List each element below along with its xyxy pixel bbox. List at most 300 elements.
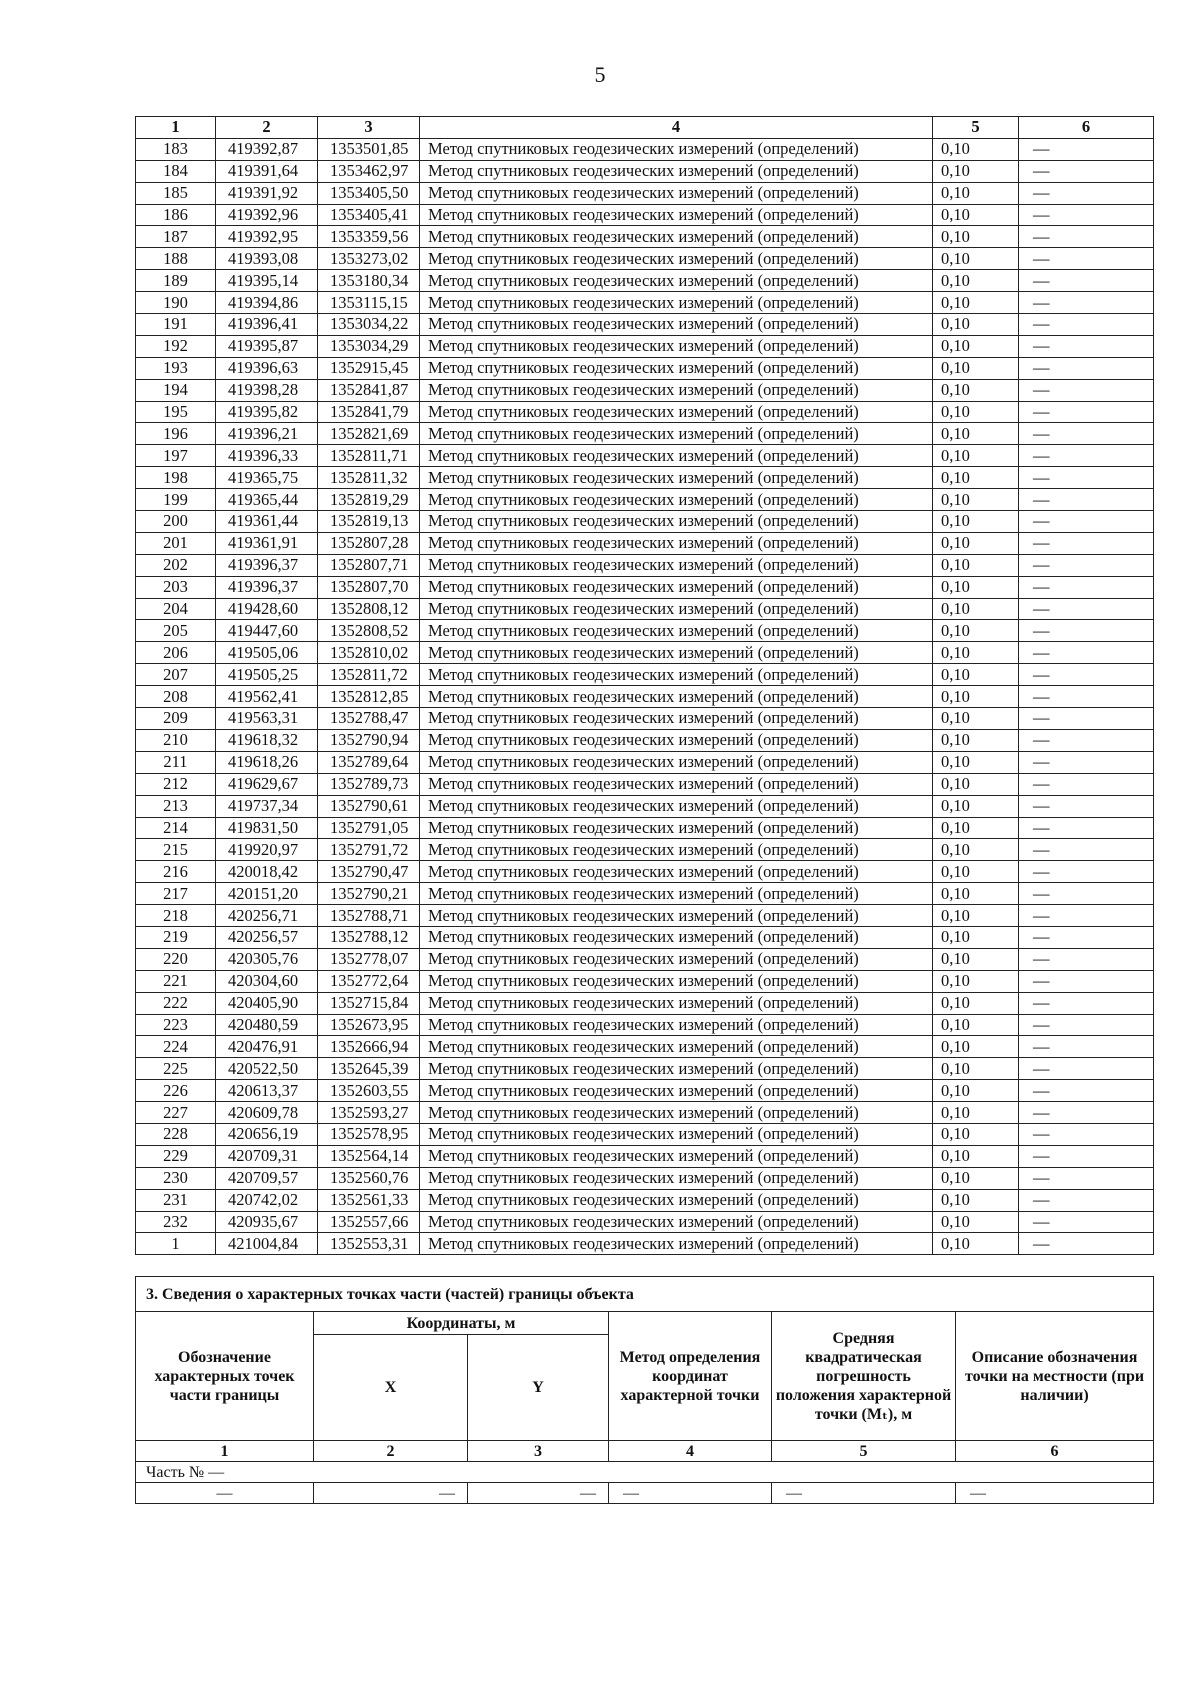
method-cell: Метод спутниковых геодезических измерений (определений) [420, 1145, 933, 1167]
point-number-cell: 187 [136, 226, 216, 248]
description-cell: — [1019, 248, 1154, 270]
accuracy-cell: 0,10 [933, 1123, 1019, 1145]
description-cell: — [1019, 1233, 1154, 1255]
description-cell: — [1019, 839, 1154, 861]
table-row [136, 423, 1154, 445]
part-label: Часть № — [136, 1462, 1154, 1483]
y-coordinate-cell: 1352561,33 [318, 1189, 420, 1211]
accuracy-cell: 0,10 [933, 335, 1019, 357]
table-row [136, 1102, 1154, 1124]
table-row [136, 1058, 1154, 1080]
description-cell: — [1019, 489, 1154, 511]
accuracy-cell: 0,10 [933, 664, 1019, 686]
y-coordinate-cell: 1352603,55 [318, 1080, 420, 1102]
point-number-cell: 201 [136, 532, 216, 554]
point-number-cell: 202 [136, 554, 216, 576]
table-row [136, 1014, 1154, 1036]
column-header: 2 [216, 117, 318, 139]
description-cell: — [1019, 511, 1154, 533]
y-coordinate-cell: 1352789,64 [318, 751, 420, 773]
y-coordinate-cell: 1352819,13 [318, 511, 420, 533]
y-coordinate-cell: 1352790,61 [318, 795, 420, 817]
table-row [136, 1483, 1154, 1504]
accuracy-cell: 0,10 [933, 182, 1019, 204]
y-header: Y [468, 1335, 609, 1441]
x-coordinate-cell: 420305,76 [216, 948, 318, 970]
x-header: X [314, 1335, 468, 1441]
point-number-cell: 210 [136, 729, 216, 751]
table-row [136, 489, 1154, 511]
accuracy-cell: 0,10 [933, 532, 1019, 554]
method-cell: Метод спутниковых геодезических измерений (определений) [420, 248, 933, 270]
accuracy-cell: 0,10 [933, 270, 1019, 292]
x-coordinate-cell: 419395,14 [216, 270, 318, 292]
x-coordinate-cell: 419396,37 [216, 554, 318, 576]
y-coordinate-cell: 1353462,97 [318, 160, 420, 182]
point-number-cell: 183 [136, 138, 216, 160]
x-coordinate-cell: 419395,82 [216, 401, 318, 423]
x-coordinate-cell: 420709,31 [216, 1145, 318, 1167]
y-coordinate-cell: 1353034,22 [318, 314, 420, 336]
table-row [136, 576, 1154, 598]
description-cell: — [1019, 948, 1154, 970]
table-row [136, 970, 1154, 992]
page-number: 5 [594, 62, 606, 87]
y-coordinate-cell: 1352808,52 [318, 620, 420, 642]
accuracy-cell: 0,10 [933, 817, 1019, 839]
y-coordinate-cell: 1352553,31 [318, 1233, 420, 1255]
y-coordinate-cell: 1352791,05 [318, 817, 420, 839]
point-number-cell: 184 [136, 160, 216, 182]
point-number-cell: 222 [136, 992, 216, 1014]
x-coordinate-cell: 420256,71 [216, 905, 318, 927]
table-row [136, 138, 1154, 160]
point-number-cell: 190 [136, 292, 216, 314]
x-coordinate-cell: 419629,67 [216, 773, 318, 795]
table-row [136, 204, 1154, 226]
table-row [136, 248, 1154, 270]
y-coordinate-cell: 1352593,27 [318, 1102, 420, 1124]
x-coordinate-cell: 419391,92 [216, 182, 318, 204]
method-cell: Метод спутниковых геодезических измерений (определений) [420, 401, 933, 423]
column-header: 1 [136, 117, 216, 139]
dash-cell: — [468, 1483, 609, 1504]
y-coordinate-cell: 1352715,84 [318, 992, 420, 1014]
y-coordinate-cell: 1352791,72 [318, 839, 420, 861]
method-cell: Метод спутниковых геодезических измерений (определений) [420, 773, 933, 795]
point-number-cell: 203 [136, 576, 216, 598]
accuracy-cell: 0,10 [933, 379, 1019, 401]
accuracy-cell: 0,10 [933, 1014, 1019, 1036]
point-number-cell: 218 [136, 905, 216, 927]
table-row [136, 467, 1154, 489]
accuracy-cell: 0,10 [933, 686, 1019, 708]
table-row [136, 1211, 1154, 1233]
table-row [136, 708, 1154, 730]
table-row [136, 270, 1154, 292]
accuracy-cell: 0,10 [933, 839, 1019, 861]
method-cell: Метод спутниковых геодезических измерений (определений) [420, 379, 933, 401]
y-coordinate-cell: 1352811,32 [318, 467, 420, 489]
column-number: 3 [468, 1441, 609, 1462]
method-cell: Метод спутниковых геодезических измерений (определений) [420, 839, 933, 861]
table-row [136, 357, 1154, 379]
description-cell: — [1019, 883, 1154, 905]
method-cell: Метод спутниковых геодезических измерений (определений) [420, 182, 933, 204]
x-coordinate-cell: 420709,57 [216, 1167, 318, 1189]
description-cell: — [1019, 270, 1154, 292]
description-cell: — [1019, 160, 1154, 182]
accuracy-cell: 0,10 [933, 292, 1019, 314]
column-number: 4 [609, 1441, 772, 1462]
y-coordinate-cell: 1352578,95 [318, 1123, 420, 1145]
method-cell: Метод спутниковых геодезических измерений (определений) [420, 226, 933, 248]
point-number-cell: 199 [136, 489, 216, 511]
method-cell: Метод спутниковых геодезических измерений (определений) [420, 1123, 933, 1145]
accuracy-cell: 0,10 [933, 773, 1019, 795]
accuracy-cell: 0,10 [933, 554, 1019, 576]
description-cell: — [1019, 1080, 1154, 1102]
point-number-cell: 230 [136, 1167, 216, 1189]
dash-cell: — [609, 1483, 772, 1504]
description-header: Описание обозначения точки на местности (при наличии) [956, 1312, 1154, 1441]
table-row [136, 226, 1154, 248]
description-cell: — [1019, 708, 1154, 730]
x-coordinate-cell: 419365,75 [216, 467, 318, 489]
point-number-cell: 219 [136, 926, 216, 948]
method-cell: Метод спутниковых геодезических измерений (определений) [420, 883, 933, 905]
table-row [136, 664, 1154, 686]
point-number-cell: 232 [136, 1211, 216, 1233]
description-cell: — [1019, 182, 1154, 204]
x-coordinate-cell: 419831,50 [216, 817, 318, 839]
table-row [136, 401, 1154, 423]
point-number-cell: 226 [136, 1080, 216, 1102]
x-coordinate-cell: 419618,32 [216, 729, 318, 751]
table-row [136, 1189, 1154, 1211]
column-header: 3 [318, 117, 420, 139]
point-number-cell: 225 [136, 1058, 216, 1080]
accuracy-cell: 0,10 [933, 795, 1019, 817]
x-coordinate-cell: 420256,57 [216, 926, 318, 948]
description-cell: — [1019, 773, 1154, 795]
accuracy-cell: 0,10 [933, 729, 1019, 751]
description-cell: — [1019, 314, 1154, 336]
column-header: 6 [1019, 117, 1154, 139]
point-number-cell: 214 [136, 817, 216, 839]
point-number-cell: 228 [136, 1123, 216, 1145]
table-row [136, 1233, 1154, 1255]
accuracy-cell: 0,10 [933, 576, 1019, 598]
table-row [136, 445, 1154, 467]
description-cell: — [1019, 1145, 1154, 1167]
x-coordinate-cell: 420609,78 [216, 1102, 318, 1124]
description-cell: — [1019, 1167, 1154, 1189]
description-cell: — [1019, 554, 1154, 576]
coordinates-table [135, 116, 1154, 1255]
table-row [136, 729, 1154, 751]
x-coordinate-cell: 419392,96 [216, 204, 318, 226]
accuracy-cell: 0,10 [933, 598, 1019, 620]
x-coordinate-cell: 419505,06 [216, 642, 318, 664]
accuracy-cell: 0,10 [933, 357, 1019, 379]
description-cell: — [1019, 926, 1154, 948]
table-row [136, 1145, 1154, 1167]
method-cell: Метод спутниковых геодезических измерений (определений) [420, 1058, 933, 1080]
description-cell: — [1019, 861, 1154, 883]
description-cell: — [1019, 204, 1154, 226]
point-number-cell: 229 [136, 1145, 216, 1167]
method-cell: Метод спутниковых геодезических измерений (определений) [420, 992, 933, 1014]
point-number-cell: 198 [136, 467, 216, 489]
point-number-cell: 220 [136, 948, 216, 970]
y-coordinate-cell: 1353405,50 [318, 182, 420, 204]
method-cell: Метод спутниковых геодезических измерений (определений) [420, 270, 933, 292]
method-cell: Метод спутниковых геодезических измерений (определений) [420, 1233, 933, 1255]
table-row [136, 335, 1154, 357]
table-header-row [136, 117, 1154, 139]
y-coordinate-cell: 1353115,15 [318, 292, 420, 314]
y-coordinate-cell: 1352819,29 [318, 489, 420, 511]
description-cell: — [1019, 795, 1154, 817]
y-coordinate-cell: 1352789,73 [318, 773, 420, 795]
point-number-cell: 185 [136, 182, 216, 204]
accuracy-cell: 0,10 [933, 708, 1019, 730]
method-cell: Метод спутниковых геодезических измерений (определений) [420, 467, 933, 489]
table-row [136, 861, 1154, 883]
section3-title: 3. Сведения о характерных точках части (частей) границы объекта [136, 1277, 1154, 1312]
description-cell: — [1019, 379, 1154, 401]
coordinates-header: Координаты, м [314, 1312, 609, 1335]
method-cell: Метод спутниковых геодезических измерений (определений) [420, 926, 933, 948]
x-coordinate-cell: 420476,91 [216, 1036, 318, 1058]
method-cell: Метод спутниковых геодезических измерений (определений) [420, 861, 933, 883]
point-number-cell: 194 [136, 379, 216, 401]
method-cell: Метод спутниковых геодезических измерений (определений) [420, 1102, 933, 1124]
table-row [136, 511, 1154, 533]
y-coordinate-cell: 1352564,14 [318, 1145, 420, 1167]
x-coordinate-cell: 419920,97 [216, 839, 318, 861]
y-coordinate-cell: 1352811,72 [318, 664, 420, 686]
y-coordinate-cell: 1353034,29 [318, 335, 420, 357]
x-coordinate-cell: 419361,44 [216, 511, 318, 533]
point-number-cell: 193 [136, 357, 216, 379]
method-cell: Метод спутниковых геодезических измерений (определений) [420, 532, 933, 554]
method-cell: Метод спутниковых геодезических измерений (определений) [420, 1080, 933, 1102]
point-number-cell: 223 [136, 1014, 216, 1036]
x-coordinate-cell: 420656,19 [216, 1123, 318, 1145]
x-coordinate-cell: 420742,02 [216, 1189, 318, 1211]
description-cell: — [1019, 1123, 1154, 1145]
column-number-row [136, 1441, 1154, 1462]
method-cell: Метод спутниковых геодезических измерений (определений) [420, 664, 933, 686]
accuracy-cell: 0,10 [933, 970, 1019, 992]
point-number-cell: 217 [136, 883, 216, 905]
x-coordinate-cell: 420304,60 [216, 970, 318, 992]
y-coordinate-cell: 1353501,85 [318, 138, 420, 160]
y-coordinate-cell: 1352788,47 [318, 708, 420, 730]
description-cell: — [1019, 226, 1154, 248]
x-coordinate-cell: 419562,41 [216, 686, 318, 708]
method-cell: Метод спутниковых геодезических измерений (определений) [420, 948, 933, 970]
x-coordinate-cell: 419394,86 [216, 292, 318, 314]
table-row [136, 598, 1154, 620]
point-number-cell: 191 [136, 314, 216, 336]
description-cell: — [1019, 598, 1154, 620]
method-cell: Метод спутниковых геодезических измерений (определений) [420, 642, 933, 664]
y-coordinate-cell: 1352841,79 [318, 401, 420, 423]
y-coordinate-cell: 1352673,95 [318, 1014, 420, 1036]
table-row [136, 926, 1154, 948]
method-cell: Метод спутниковых геодезических измерений (определений) [420, 1014, 933, 1036]
table-row [136, 554, 1154, 576]
table-row [136, 773, 1154, 795]
accuracy-cell: 0,10 [933, 226, 1019, 248]
y-coordinate-cell: 1352557,66 [318, 1211, 420, 1233]
y-coordinate-cell: 1352807,28 [318, 532, 420, 554]
description-cell: — [1019, 751, 1154, 773]
y-coordinate-cell: 1352790,21 [318, 883, 420, 905]
table-row [136, 182, 1154, 204]
table-row [136, 686, 1154, 708]
method-cell: Метод спутниковых геодезических измерений (определений) [420, 554, 933, 576]
description-cell: — [1019, 1211, 1154, 1233]
method-cell: Метод спутниковых геодезических измерений (определений) [420, 489, 933, 511]
method-cell: Метод спутниковых геодезических измерений (определений) [420, 686, 933, 708]
x-coordinate-cell: 419396,21 [216, 423, 318, 445]
column-header: 4 [420, 117, 933, 139]
description-cell: — [1019, 423, 1154, 445]
dash-cell: — [314, 1483, 468, 1504]
description-cell: — [1019, 467, 1154, 489]
description-cell: — [1019, 905, 1154, 927]
accuracy-cell: 0,10 [933, 160, 1019, 182]
accuracy-cell: 0,10 [933, 642, 1019, 664]
accuracy-cell: 0,10 [933, 401, 1019, 423]
description-cell: — [1019, 817, 1154, 839]
y-coordinate-cell: 1352811,71 [318, 445, 420, 467]
point-number-cell: 231 [136, 1189, 216, 1211]
x-coordinate-cell: 419395,87 [216, 335, 318, 357]
method-cell: Метод спутниковых геодезических измерений (определений) [420, 292, 933, 314]
point-number-cell: 221 [136, 970, 216, 992]
x-coordinate-cell: 419447,60 [216, 620, 318, 642]
accuracy-cell: 0,10 [933, 1036, 1019, 1058]
point-number-cell: 215 [136, 839, 216, 861]
column-header: 5 [933, 117, 1019, 139]
method-cell: Метод спутниковых геодезических измерений (определений) [420, 335, 933, 357]
description-cell: — [1019, 1102, 1154, 1124]
description-cell: — [1019, 1189, 1154, 1211]
y-coordinate-cell: 1352560,76 [318, 1167, 420, 1189]
description-cell: — [1019, 992, 1154, 1014]
table-row [136, 905, 1154, 927]
method-cell: Метод спутниковых геодезических измерений (определений) [420, 598, 933, 620]
table-row [136, 1080, 1154, 1102]
coordinates-table-body [136, 138, 1154, 1254]
point-number-cell: 1 [136, 1233, 216, 1255]
method-cell: Метод спутниковых геодезических измерений (определений) [420, 1036, 933, 1058]
point-number-cell: 197 [136, 445, 216, 467]
accuracy-cell: 0,10 [933, 423, 1019, 445]
column-number: 2 [314, 1441, 468, 1462]
table-row [136, 292, 1154, 314]
x-coordinate-cell: 419618,26 [216, 751, 318, 773]
x-coordinate-cell: 419737,34 [216, 795, 318, 817]
part-row [136, 1462, 1154, 1483]
point-number-cell: 205 [136, 620, 216, 642]
point-number-cell: 224 [136, 1036, 216, 1058]
y-coordinate-cell: 1352810,02 [318, 642, 420, 664]
y-coordinate-cell: 1352812,85 [318, 686, 420, 708]
x-coordinate-cell: 419392,87 [216, 138, 318, 160]
description-cell: — [1019, 292, 1154, 314]
method-cell: Метод спутниковых геодезических измерений (определений) [420, 314, 933, 336]
table-row [136, 379, 1154, 401]
method-cell: Метод спутниковых геодезических измерений (определений) [420, 423, 933, 445]
x-coordinate-cell: 419396,63 [216, 357, 318, 379]
x-coordinate-cell: 419428,60 [216, 598, 318, 620]
description-cell: — [1019, 532, 1154, 554]
description-cell: — [1019, 1014, 1154, 1036]
x-coordinate-cell: 419505,25 [216, 664, 318, 686]
y-coordinate-cell: 1352821,69 [318, 423, 420, 445]
method-cell: Метод спутниковых геодезических измерений (определений) [420, 357, 933, 379]
method-cell: Метод спутниковых геодезических измерений (определений) [420, 751, 933, 773]
point-number-cell: 212 [136, 773, 216, 795]
point-number-cell: 186 [136, 204, 216, 226]
point-number-cell: 227 [136, 1102, 216, 1124]
method-cell: Метод спутниковых геодезических измерений (определений) [420, 138, 933, 160]
point-number-cell: 188 [136, 248, 216, 270]
accuracy-cell: 0,10 [933, 138, 1019, 160]
method-cell: Метод спутниковых геодезических измерений (определений) [420, 708, 933, 730]
method-cell: Метод спутниковых геодезических измерений (определений) [420, 817, 933, 839]
y-coordinate-cell: 1352808,12 [318, 598, 420, 620]
x-coordinate-cell: 419396,41 [216, 314, 318, 336]
point-number-cell: 216 [136, 861, 216, 883]
y-coordinate-cell: 1352841,87 [318, 379, 420, 401]
table-row [136, 817, 1154, 839]
table-row [136, 620, 1154, 642]
x-coordinate-cell: 420018,42 [216, 861, 318, 883]
x-coordinate-cell: 419392,95 [216, 226, 318, 248]
point-number-cell: 211 [136, 751, 216, 773]
table-row [136, 1036, 1154, 1058]
y-coordinate-cell: 1352645,39 [318, 1058, 420, 1080]
accuracy-cell: 0,10 [933, 511, 1019, 533]
method-cell: Метод спутниковых геодезических измерений (определений) [420, 1167, 933, 1189]
description-cell: — [1019, 335, 1154, 357]
x-coordinate-cell: 421004,84 [216, 1233, 318, 1255]
accuracy-cell: 0,10 [933, 1189, 1019, 1211]
description-cell: — [1019, 642, 1154, 664]
description-cell: — [1019, 1058, 1154, 1080]
y-coordinate-cell: 1352666,94 [318, 1036, 420, 1058]
section3-table [135, 1276, 1154, 1504]
point-number-cell: 200 [136, 511, 216, 533]
accuracy-cell: 0,10 [933, 1102, 1019, 1124]
point-number-cell: 207 [136, 664, 216, 686]
column-number: 5 [772, 1441, 956, 1462]
point-number-cell: 206 [136, 642, 216, 664]
accuracy-cell: 0,10 [933, 1211, 1019, 1233]
accuracy-cell: 0,10 [933, 314, 1019, 336]
y-coordinate-cell: 1352778,07 [318, 948, 420, 970]
x-coordinate-cell: 420522,50 [216, 1058, 318, 1080]
y-coordinate-cell: 1352788,12 [318, 926, 420, 948]
accuracy-cell: 0,10 [933, 1058, 1019, 1080]
